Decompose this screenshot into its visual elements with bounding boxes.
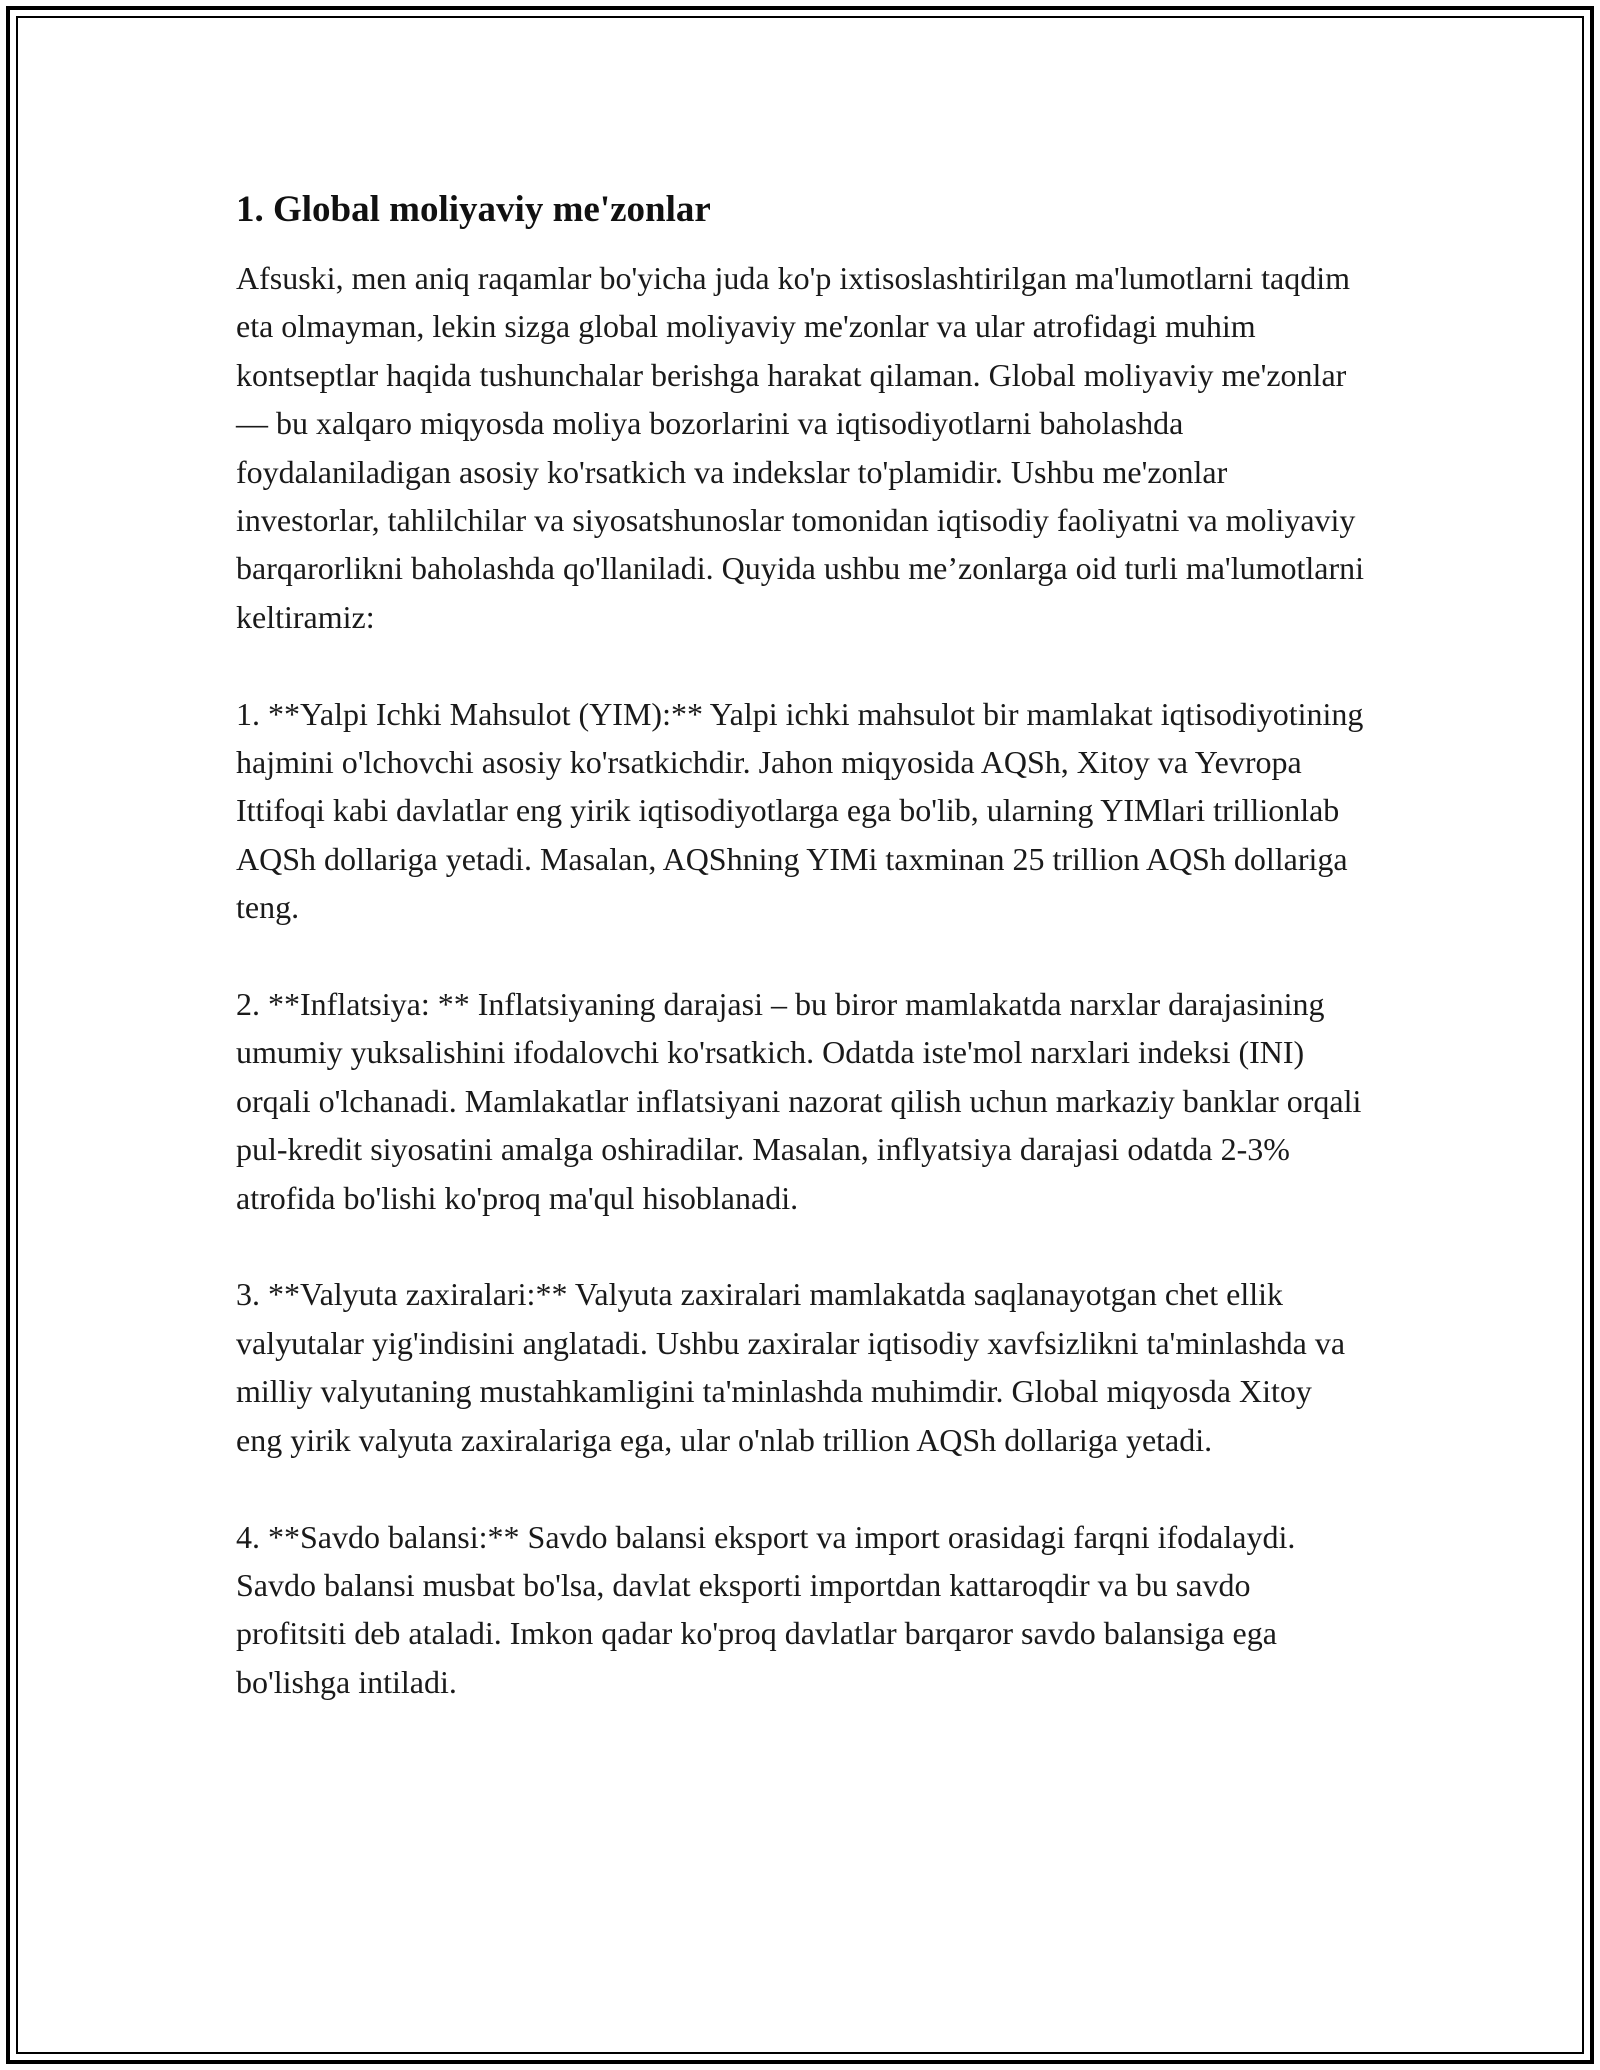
intro-paragraph: Afsuski, men aniq raqamlar bo'yicha juda ko'p ixtisoslashtirilgan ma'lumotlarni taqdim eta olmayman, lekin sizga global moliyaviy me'zonlar va ular atrofidagi muhim kontseptlar haqida tushunchalar berishga harakat qilaman. Global moliyaviy me'zonlar — bu xalqaro miqyosda moliya bozorlarini va iqtisodiyotlarni baholashda foydalaniladigan asosiy ko'rsatkich va indekslar to'plamidir. Ushbu me'zonlar investorlar, tahlilchilar va siyosatshunoslar tomonidan iqtisodiy faoliyatni va moliyaviy barqarorlikni baholashda qo'llaniladi. Quyida ushbu me’zonlarga oid turli ma'lumotlarni keltiramiz: — [236, 260, 1364, 635]
document-title: 1. Global moliyaviy me'zonlar — [236, 189, 711, 230]
currency-reserves-paragraph: 3. **Valyuta zaxiralari:** Valyuta zaxiralari mamlakatda saqlanayotgan chet ellik valyutalar yig'indisini anglatadi. Ushbu zaxiralar iqtisodiy xavfsizlikni ta'minlashda va milliy valyutaning mustahkamligini ta'minlashda muhimdir. Global miqyosda Xitoy eng yirik valyuta zaxiralariga ega, ular o'nlab trillion AQSh dollariga yetadi. — [236, 1276, 1346, 1458]
document-body — [236, 186, 1366, 1706]
inflation-paragraph: 2. **Inflatsiya: ** Inflatsiyaning darajasi – bu biror mamlakatda narxlar darajasining umumiy yuksalishini ifodalovchi ko'rsatkich. Odatda iste'mol narxlari indeksi (INI) orqali o'lchanadi. Mamlakatlar inflatsiyani nazorat qilish uchun markaziy banklar orqali pul-kredit siyosatini amalga oshiradilar. Masalan, inflyatsiya darajasi odatda 2-3% atrofida bo'lishi ko'proq ma'qul hisoblanadi. — [236, 986, 1362, 1216]
gdp-paragraph: 1. **Yalpi Ichki Mahsulot (YIM):** Yalpi ichki mahsulot bir mamlakat iqtisodiyotining hajmini o'lchovchi asosiy ko'rsatkichdir. Jahon miqyosida AQSh, Xitoy va Yevropa Ittifoqi kabi davlatlar eng yirik iqtisodiyotlarga ega bo'lib, ularning YIMlari trillionlab AQSh dollariga yetadi. Masalan, AQShning YIMi taxminan 25 trillion AQSh dollariga teng. — [236, 695, 1364, 926]
trade-balance-paragraph: 4. **Savdo balansi:** Savdo balansi eksport va import orasidagi farqni ifodalaydi. Savdo balansi musbat bo'lsa, davlat eksporti importdan kattaroqdir va bu savdo profitsiti deb ataladi. Imkon qadar ko'proq davlatlar barqaror savdo balansiga ega bo'lishga intiladi. — [236, 1518, 1296, 1700]
